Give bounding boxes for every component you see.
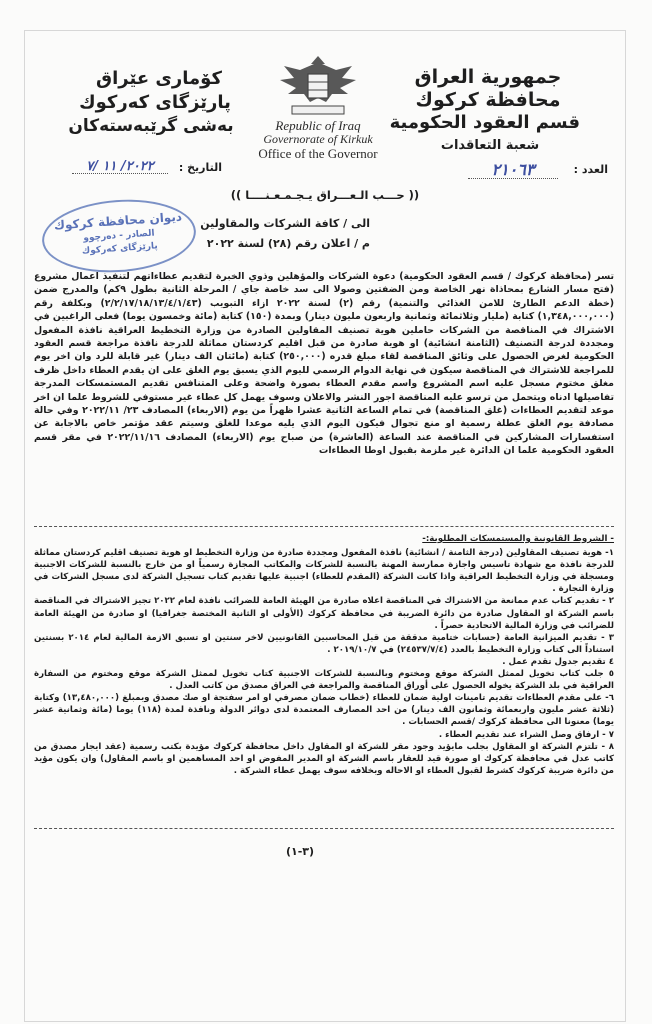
number-value: ٢١٠٦٣ [468,162,558,179]
arabic-country: جمهورية العراق [414,66,562,88]
date-value: ٢٠٢٢/ ١١ /٧ [72,160,168,174]
kurdish-country: كۆماری عێراق [96,68,222,89]
condition-item: ٣ - تقديم الميزانية العامة (حسابات ختامية مدققة من قبل المحاسبين القانونيين لاخر سنتين او تسبق الازمة المالية لعام ٢٠١٤ بسنتين استناداً الى كتاب وزارة التخطيط بالعدد (٢٤٥٣٧/٧/٤) في ٢٠١٩/١٠/٧ . [34,632,614,655]
section-divider [34,526,614,527]
date-label: التاريخ : [178,161,222,174]
kurdish-governorate: پارێزگای كەركوك [79,92,231,113]
english-governorate: Governorate of Kirkuk [263,132,373,146]
recipient: الى / كافة الشركات والمقاولين [200,217,370,230]
condition-item: ٤ تقديم جدول تقدم عمل . [502,656,614,667]
kurdish-department: بەشی گرێبەستەكان [68,116,234,136]
announcement-paragraph: تسر (محافظة كركوك / قسم العقود الحكومية) دعوة الشركات والمؤهلين وذوي الخبرة لتقديم عطاءاتهم لتنفيذ اعمال مشروع (فتح مسار الشارع بمحاذاة نهر الخاصة ومن الضفتين وصولا الى سد خاصة جاي / المرحلة الثانية بطول ٩كم) والمدرج ضمن (خطة الدعم الطارئ للامن الغذائي والتنمية) رقم (٢) لسنة ٢٠٢٢ ازاء التبويب (٢/٢/١٧/١٨/١٣/٤/١/٤٣) وبكلفة رقم (١,٣٤٨,٠٠٠,٠٠٠) كتابة (مليار وثلاثمائة وثمانية واربعون مليون دينار) وبمدة (١٥٠) كتابة (مائة وخمسون يوما) فعلى الراغبين في الاشتراك في المناقصة من الشركات حاملين هوية تصنيف المقاولين الصادرة من وزارة التخطيط العراقية نافذة المفعول ومجددة لدرجة التصنيف (الثامنة انشائية) او هوية صادرة من قبل اقليم كردستان مماثلة للدرجة نافذة مراجعة قسم العقود الحكومية لغرض الحصول على وثائق المناقصة لقاء مبلغ قدره (٢٥٠,٠٠٠) كتابة (مائتان الف دينار) غير قابلة للرد وان اخر يوم للمراجعة للاشتراك في المناقصة سيكون في نهاية الدوام الرسمي لليوم الذي يسبق يوم الغلق على ان يقدم العطاء داخل ظرف مغلق مختوم مسجل عليه اسم المشروع واسم مقدم العطاء بصورة واضحة وعلى المتنافس تقديم المستمسكات المدرجة تفاصيلها ادناه ويتحمل من ترسو عليه المناقصة اجور النشر والاعلان وسوف يهمل كل عطاء غير مستوفي للشروط علما ان اخر موعد لتقديم العطاءات (غلق المناقصة) في تمام الساعة الثانية عشرا ظهراً من يوم (الاربعاء) المصادف ٢٣/ ٢٠٢٢/١١ وفي حالة مصادفة يوم الغلق عطلة رسمية او منع تجوال فيكون اليوم الذي يليه موعدا للغلق وسيتم عقد مؤتمر خاص بالاجابة عن استفسارات المشاركين في المناقصة عند الساعة (العاشرة) من صباح يوم (الاربعاء) المصادف ٢٠٢٢/١١/١٦ في مقر قسم العقود الحكومية علما ان الدائرة غير ملزمة بقبول اوطا العطاءات [34,271,615,457]
condition-item: ٧ - ارفاق وصل الشراء عند تقديم العطاء . [438,729,614,740]
stamp-outgoing: الصادر - دەرچوو [83,228,155,244]
english-office: Office of the Governor [258,146,378,161]
condition-item: ٦- على مقدم العطاءات تقديم تامينات اولية ضمان للعطاء (خطاب ضمان مصرفي او امر سفتجة او صك مصدق وبمبلغ (١٣,٤٨٠,٠٠٠) وكتابة (ثلاثة عشر مليون واربعمائة وثمانون الف دينار) من احد المصارف المعتمدة لدى دوائر الدولة ونافذة لمدة (١١٨) يوما (مائة وثمانية عشر يوما) معنونا الى محافظة كركوك /قسم الحسابات . [34,693,614,728]
arabic-department: قسم العقود الحكومية [389,112,580,133]
arabic-section: شعبة التعاقدات [440,138,540,153]
stamp-kurdish: پارێزگای كەركوك [81,241,159,257]
arabic-governorate: محافظة كركوك [415,89,561,111]
footer-divider [34,828,614,829]
subject: م / اعلان رقم (٢٨) لسنة ٢٠٢٢ [206,237,370,250]
stamp-title: ديوان محافظة كركوك [53,209,183,233]
condition-item: ٢ - تقديم كتاب عدم ممانعة من الاشتراك في المناقصة اعلاه صادرة من الهيئة العامة للضرائب نافذة لعام ٢٠٢٢ تجيز الاشتراك في المناقصة باسم الشركة او المقاول صادرة من دائرة الضريبة في محافظة كركوك (الأولى او الثانية المختصة جغرافيا) او صادرة من الهيئة العامة للضرائب في وزارة المالية الاتحادية حصراً . [34,596,614,631]
condition-item: ٥ جلب كتاب تخويل لممثل الشركة موقع ومختوم وبالنسبة للشركات الاجنبية كتاب تخويل لممثل الشركة موقع ومختوم من السفارة العراقية في بلد الشركة يخوله الحصول على أوراق المناقصة والمراجعة في العراق مصدق من كاتب العدل . [34,669,614,692]
legal-conditions [34,533,614,777]
english-country: Republic of Iraq [275,118,361,133]
number-label: العدد : [573,163,608,176]
slogan: (( حـــب الـعـــراق يـجـمـعـنــــا )) [230,188,420,202]
announcement-body [34,270,614,458]
condition-item: ١- هوية تصنيف المقاولين (درجة الثامنة / انشائية) نافذة المفعول ومجددة صادرة من وزارة التخطيط او هوية تصنيف اقليم كردستان مماثلة للدرجة نافذة مع شهادة تاسيس واجازة ممارسة المهنة بالنسبة للشركات والمكاتب المجازة رسمياً او من خارج بالنسبة للشركات الاجنبية ومسجلة في وزارة التخطيط العراقية واذا كانت الشركة (المقدم للعطاء) اجنبية عليها تقديم كتاب تسجيل الشركة لدى مسجل الشركات في وزارة التجارة . [34,548,614,595]
condition-item: ٨ - تلتزم الشركة او المقاول بجلب مايؤيد وجود مقر للشركة او المقاول داخل محافظة كركوك مؤيدة بكتب رسمية (عقد ايجار مصدق من كاتب عدل في محافظة كركوك او صورة قيد للعقار باسم الشركة او المدير المفوض او احد المساهمين او باسم المقاول) وان يكون مؤيد من دائرة ضريبة كركوك كشرط لقبول العطاء او الاحاله وبخلافه سوف يهمل عطاء الشركة . [34,741,614,776]
conditions-title: - الشروط القانونية والمستمسكات المطلوبة:- [422,534,614,544]
page-number: (٣-١) [285,845,315,858]
iraq-eagle-emblem-icon [270,50,366,122]
